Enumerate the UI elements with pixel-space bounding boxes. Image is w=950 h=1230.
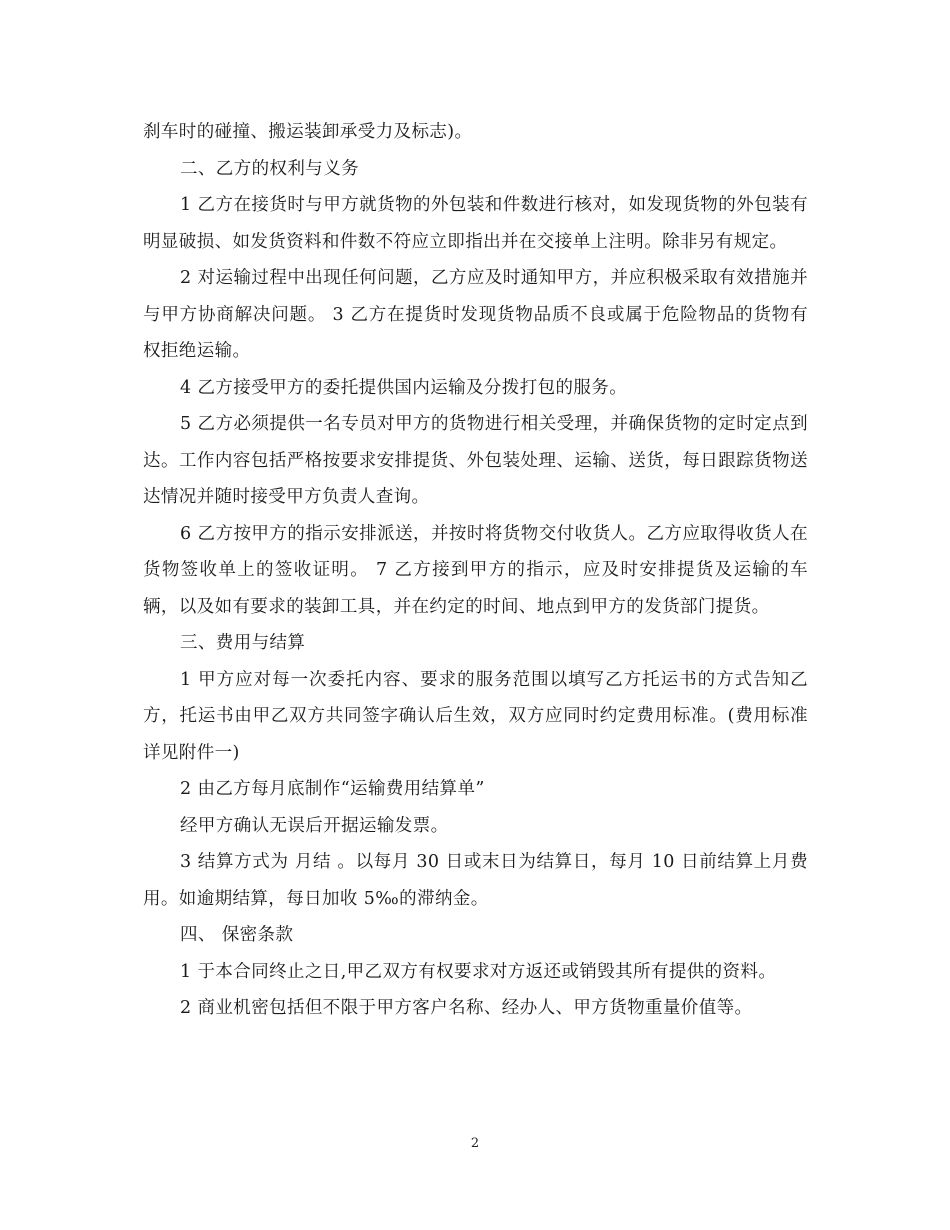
paragraph: 5 乙方必须提供一名专员对甲方的货物进行相关受理，并确保货物的定时定点到达。工作内容包括严格按要求安排提货、外包装处理、运输、送货，每日跟踪货物送达情况并随时接受甲方负责人查询。 [143, 414, 808, 507]
section-heading: 四、 保密条款 [180, 925, 294, 945]
paragraph: 6 乙方按甲方的指示安排派送，并按时将货物交付收货人。乙方应取得收货人在货物签收单上的签收证明。 7 乙方接到甲方的指示，应及时安排提货及运输的车辆，以及如有要求的装卸工具，并在约定的时间、地点到甲方的发货部门提货。 [143, 523, 808, 617]
paragraph: 2 由乙方每月底制作“运输费用结算单” [180, 779, 485, 799]
paragraph: 4 乙方接受甲方的委托提供国内运输及分拨打包的服务。 [180, 377, 628, 398]
paragraph: 1 乙方在接货时与甲方就货物的外包装和件数进行核对，如发现货物的外包装有明显破损、如发货资料和件数不符应立即指出并在交接单上注明。除非另有规定。 [143, 195, 808, 252]
section-heading: 三、费用与结算 [180, 633, 306, 653]
paragraph: 刹车时的碰撞、搬运装卸承受力及标志)。 [143, 122, 473, 142]
paragraph: 2 商业机密包括但不限于甲方客户名称、经办人、甲方货物重量价值等。 [180, 998, 753, 1018]
section-heading: 二、乙方的权利与义务 [180, 158, 359, 179]
document-body [143, 114, 808, 1027]
page-number: 2 [470, 1136, 480, 1151]
paragraph: 1 甲方应对每一次委托内容、要求的服务范围以填写乙方托运书的方式告知乙方，托运书由甲乙双方共同签字确认后生效，双方应同时约定费用标准。(费用标准详见附件一) [143, 669, 808, 763]
paragraph: 经甲方确认无误后开据运输发票。 [180, 815, 449, 836]
paragraph: 2 对运输过程中出现任何问题，乙方应及时通知甲方，并应积极采取有效措施并与甲方协商解决问题。 3 乙方在提货时发现货物品质不良或属于危险物品的货物有权拒绝运输。 [143, 268, 808, 361]
paragraph: 3 结算方式为 月结 。以每月 30 日或末日为结算日，每月 10 日前结算上月费用。如逾期结算，每日加收 5‰的滞纳金。 [143, 852, 808, 909]
paragraph: 1 于本合同终止之日,甲乙双方有权要求对方返还或销毁其所有提供的资料。 [180, 961, 777, 982]
